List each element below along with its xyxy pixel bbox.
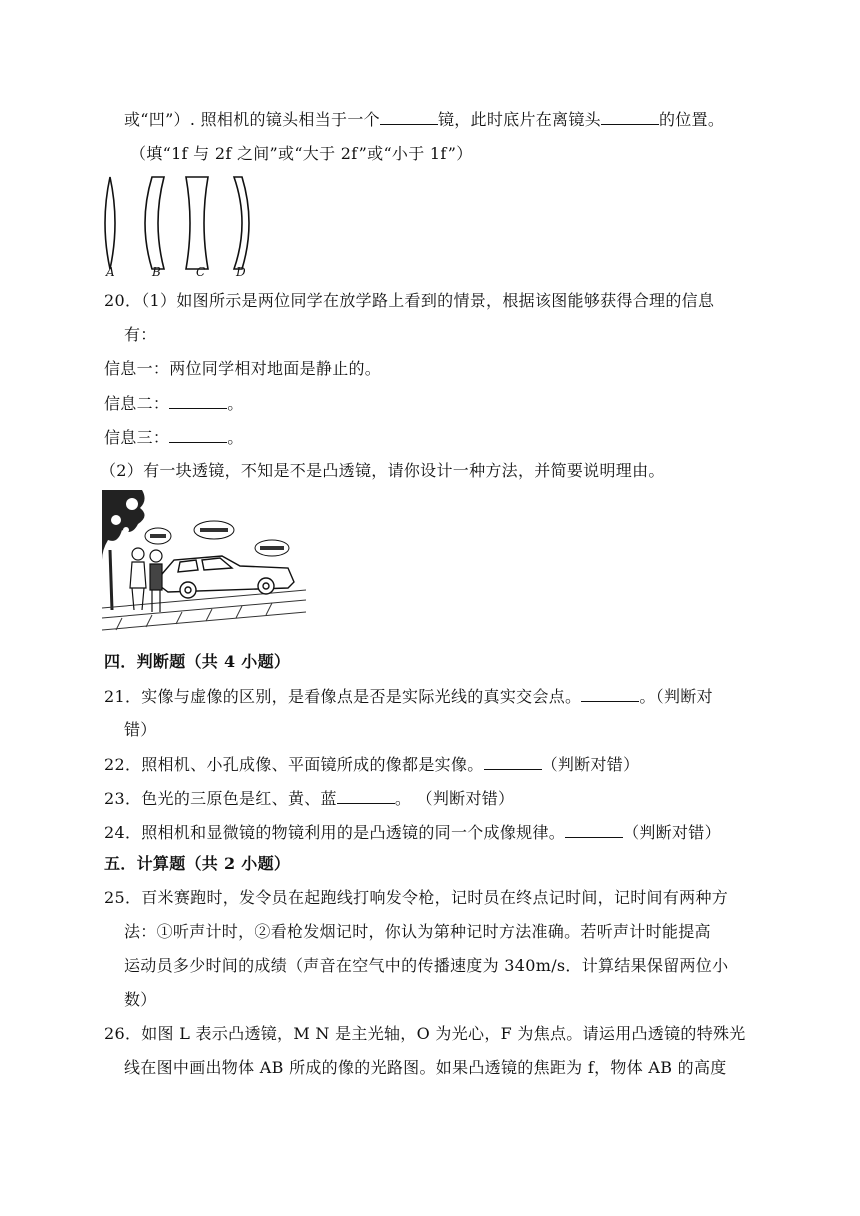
street-scene-image — [102, 490, 306, 638]
q19-line1: 或“凹”）. 照相机的镜头相当于一个 镜，此时底片在离镜头 的位置。 — [124, 110, 725, 129]
answer-blank[interactable] — [169, 426, 227, 443]
lens-d — [234, 177, 249, 269]
lens-c — [186, 177, 208, 269]
answer-blank[interactable] — [337, 787, 395, 804]
answer-blank[interactable] — [601, 108, 659, 125]
q20-info1: 信息一：两位同学相对地面是静止的。 — [104, 359, 382, 378]
answer-blank[interactable] — [565, 821, 623, 838]
q21-line2: 错） — [124, 720, 157, 739]
q25-line1: 25．百米赛跑时，发令员在起跑线打响发令枪，记时员在终点记时间，记时间有两种方 — [104, 888, 729, 907]
lens-label-c: C — [196, 265, 206, 279]
lens-label-a: A — [106, 265, 115, 279]
answer-blank[interactable] — [169, 392, 227, 409]
answer-blank[interactable] — [581, 685, 639, 702]
section-4-heading: 四．判断题（共 4 小题） — [104, 652, 291, 671]
q20-info3: 信息三： 。 — [104, 428, 244, 447]
q20-line2: 有： — [124, 325, 157, 344]
section-5-heading: 五．计算题（共 2 小题） — [104, 854, 291, 873]
q24: 24．照相机和显微镜的物镜利用的是凸透镜的同一个成像规律。 （判断对错） — [104, 823, 721, 842]
lens-label-b: B — [152, 265, 161, 279]
q20-info2: 信息二： 。 — [104, 394, 244, 413]
q25-line2: 法：①听声计时，②看枪发烟记时，你认为第种记时方法准确。若听声计时能提高 — [124, 922, 711, 941]
answer-blank[interactable] — [380, 108, 438, 125]
lens-label-d: D — [236, 265, 246, 279]
q22: 22．照相机、小孔成像、平面镜所成的像都是实像。 （判断对错） — [104, 755, 640, 774]
q23: 23．色光的三原色是红、黄、蓝 。 （判断对错） — [104, 789, 515, 808]
q19-line2: （填“1f 与 2f 之间”或“大于 2f”或“小于 1f”） — [130, 144, 473, 163]
q26-line2: 线在图中画出物体 AB 所成的像的光路图。如果凸透镜的焦距为 f，物体 AB 的高度 — [124, 1058, 727, 1077]
lens-a — [105, 177, 115, 269]
q25-line4: 数） — [124, 990, 157, 1009]
lens-b — [145, 177, 164, 269]
q20-line1: 20．（1）如图所示是两位同学在放学路上看到的情景，根据该图能够获得合理的信息 — [104, 291, 715, 310]
q20-part2: （2）有一块透镜，不知是不是凸透镜，请你设计一种方法，并简要说明理由。 — [100, 461, 665, 480]
q25-line3: 运动员多少时间的成绩（声音在空气中的传播速度为 340m/s．计算结果保留两位小 — [124, 956, 729, 975]
q26-line1: 26．如图 L 表示凸透镜，M N 是主光轴，O 为光心，F 为焦点。请运用凸透镜的特殊光 — [104, 1024, 746, 1043]
answer-blank[interactable] — [484, 753, 542, 770]
q21-line1: 21．实像与虚像的区别，是看像点是否是实际光线的真实交会点。 。（判断对 — [104, 687, 713, 706]
